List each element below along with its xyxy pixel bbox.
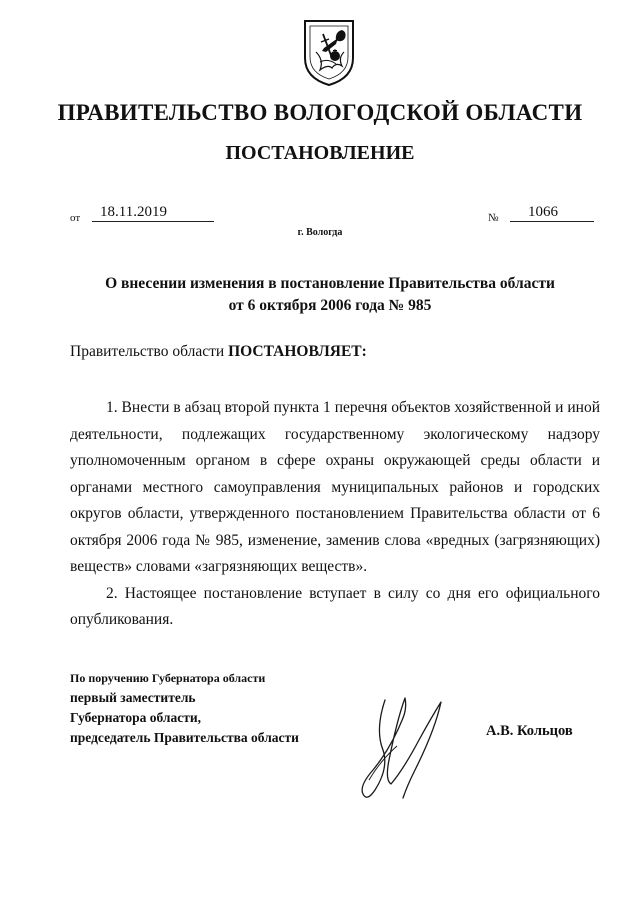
date-label: от [70, 212, 81, 224]
document-date: 18.11.2019 [92, 203, 214, 222]
document-subject [90, 273, 570, 317]
document-number: 1066 [510, 203, 594, 222]
decree-verb: ПОСТАНОВЛЯЕТ: [228, 343, 367, 360]
signature-line-3: Губернатора области, [70, 710, 201, 725]
signature-line-2: первый заместитель [70, 690, 196, 705]
signature-block [70, 668, 299, 748]
decree-prefix: Правительство области [70, 343, 229, 360]
signature-line-4: председатель Правительства области [70, 730, 299, 745]
city: г. Вологда [297, 227, 343, 238]
handwritten-signature [345, 690, 465, 810]
paragraph-2: 2. Настоящее постановление вступает в силу со дня его официального опубликования. [70, 584, 600, 628]
document-type: ПОСТАНОВЛЕНИЕ [225, 142, 415, 164]
government-title: ПРАВИТЕЛЬСТВО ВОЛОГОДСКОЙ ОБЛАСТИ [57, 100, 583, 125]
paragraph-1: 1. Внести в абзац второй пункта 1 перечня объектов хозяйственной и иной деятельности, подлежащих государственному экологическому надзору уполномоченным органом в сфере охраны окружающей среды области и органами местного самоуправления муниципальных районов и городских округов области, утвержденного постановлением Правительства области от 6 октября 2006 года № 985, изменение, заменив слова «вредных (загрязняющих) веществ» словами «загрязняющих веществ». [70, 399, 600, 575]
signature-line-1: По поручению Губернатора области [70, 671, 266, 685]
signer-name: А.В. Кольцов [486, 723, 573, 739]
decree-statement [70, 343, 367, 361]
subject-line-1: О внесении изменения в постановление Правительства области [105, 275, 555, 292]
document-body [70, 395, 600, 634]
coat-of-arms-icon [302, 18, 356, 88]
subject-line-2: от 6 октября 2006 года № 985 [228, 297, 432, 314]
number-label: № [488, 212, 499, 224]
